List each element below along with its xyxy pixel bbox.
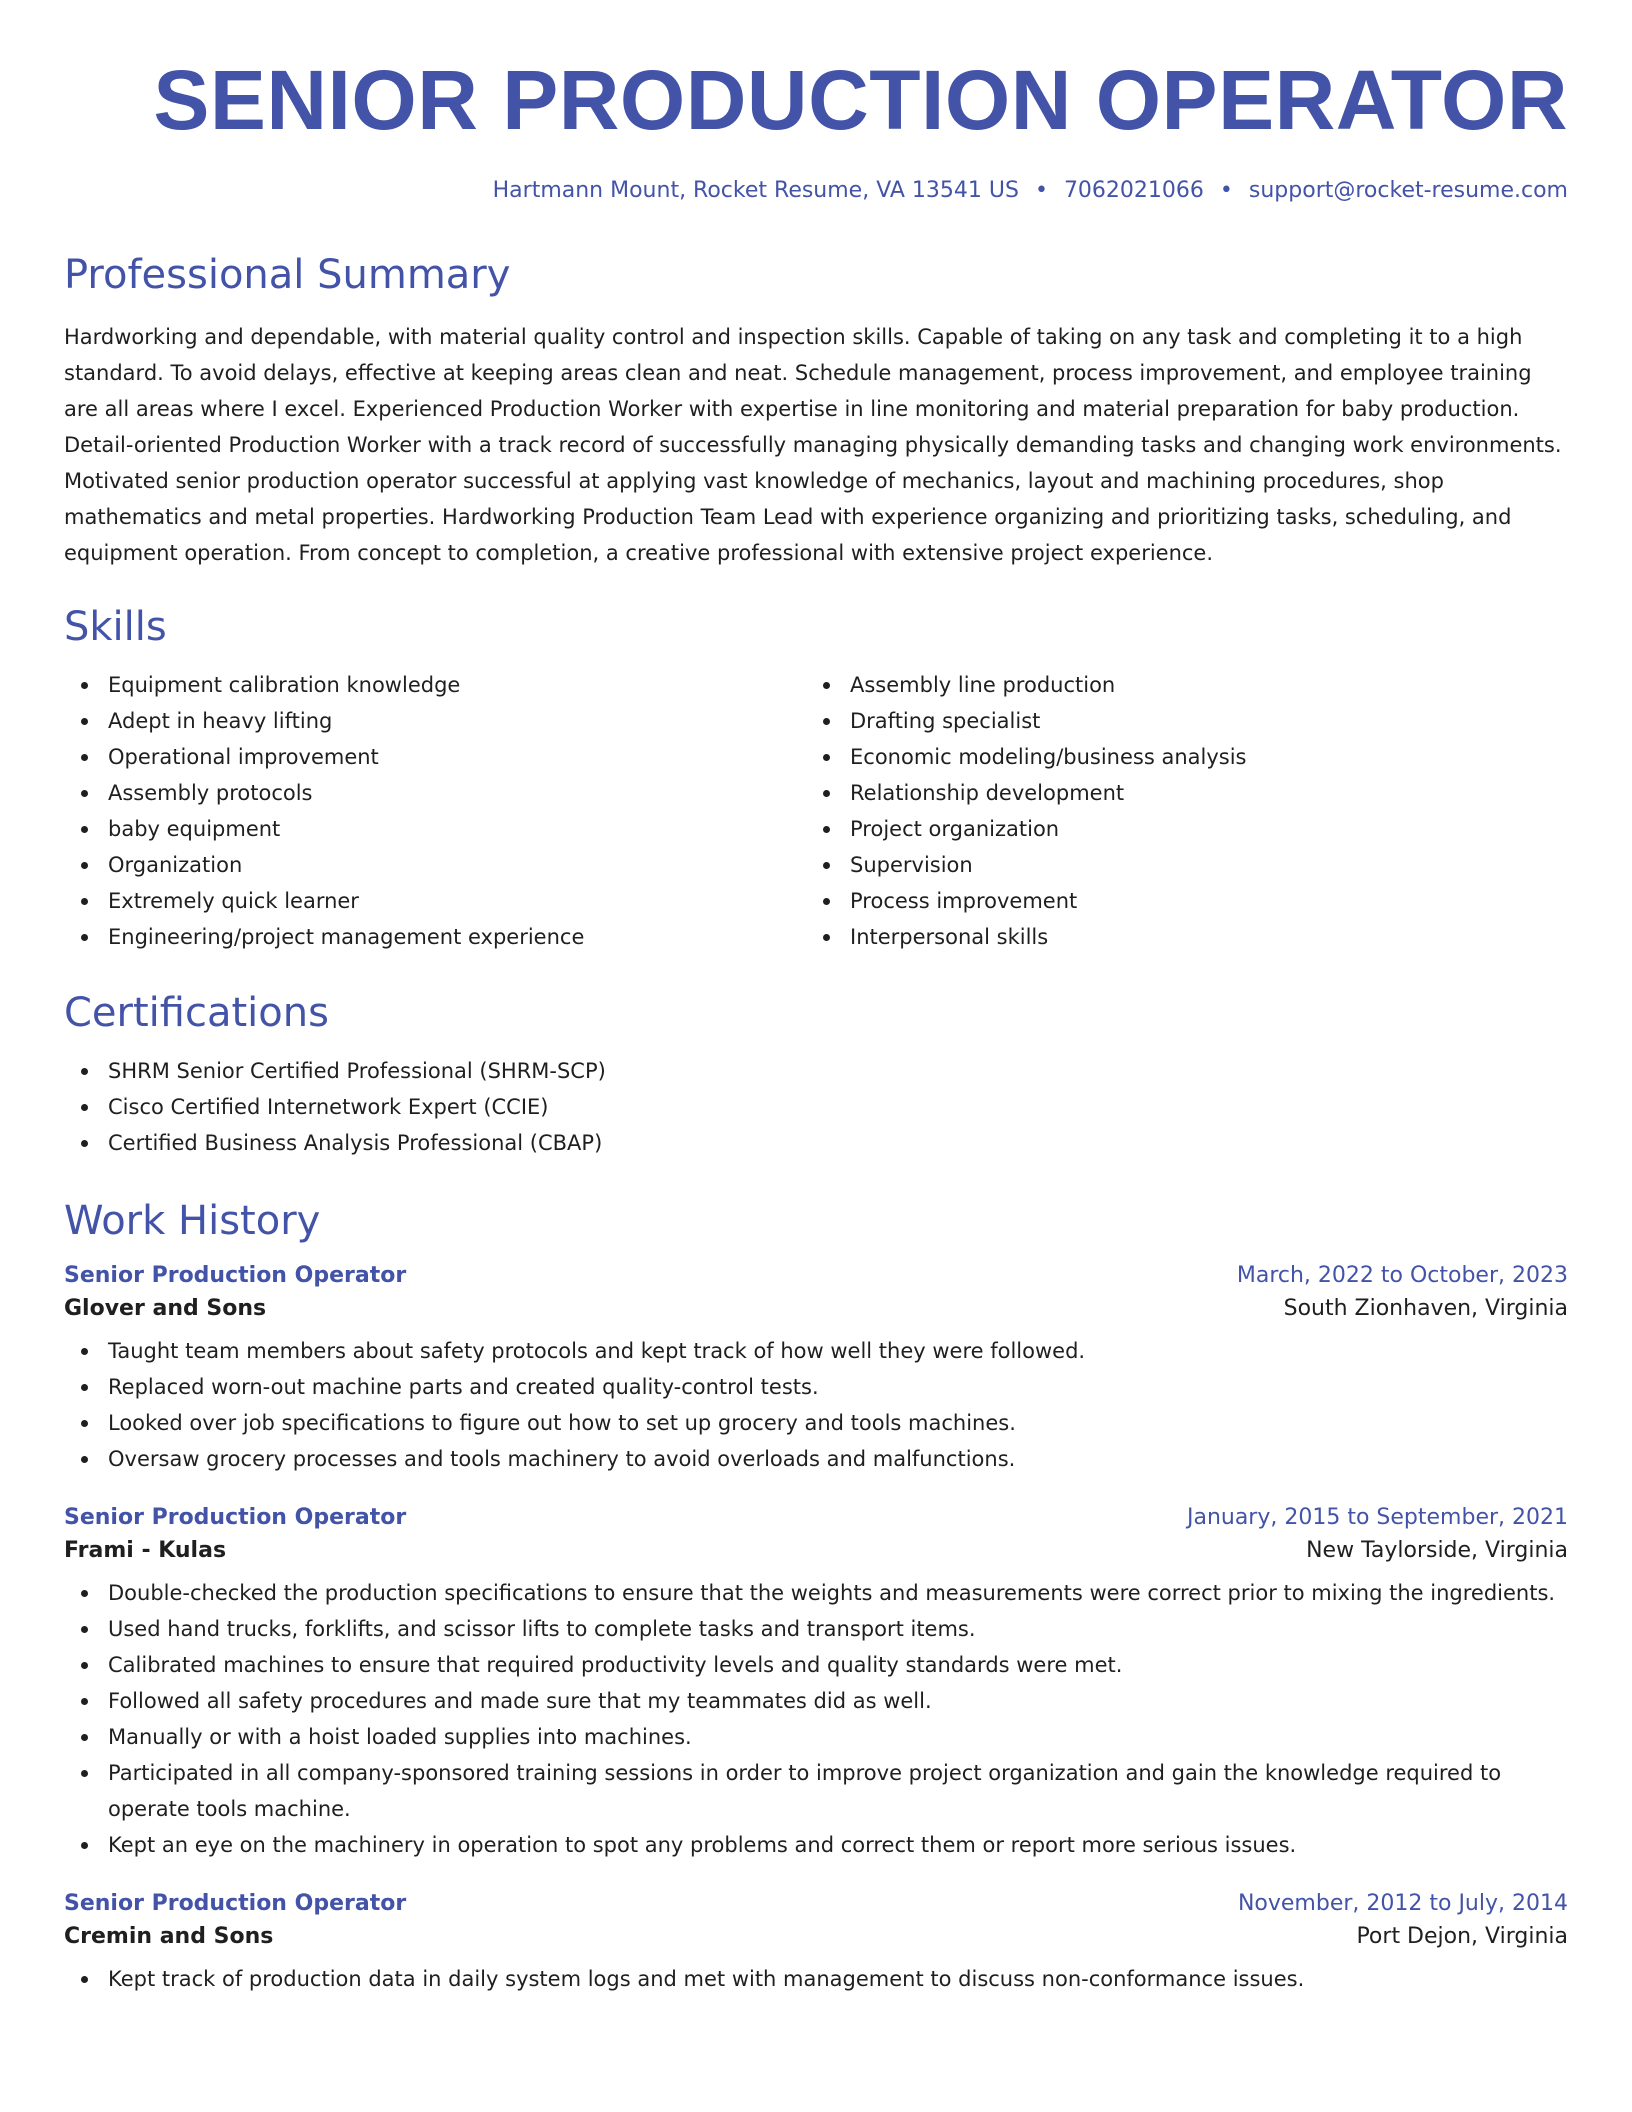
- job-dates: November, 2012 to July, 2014: [1237, 1891, 1568, 1916]
- job-location: New Taylorside, Virginia: [1306, 1538, 1568, 1563]
- certifications-heading: Certifications: [64, 990, 329, 1036]
- certifications-list: [64, 1053, 1568, 1161]
- skill-item: Economic modeling/business analysis: [806, 739, 1548, 775]
- skill-item: baby equipment: [64, 811, 806, 847]
- job-bullet: Double-checked the production specifications to ensure that the weights and measurements were correct prior to mixing the ingredients.: [64, 1575, 1568, 1611]
- skill-item: Assembly line production: [806, 667, 1548, 703]
- job-title-row: [64, 1505, 1568, 1530]
- contact-address: Hartmann Mount, Rocket Resume, VA 13541 US: [492, 178, 1019, 203]
- skill-item: Operational improvement: [64, 739, 806, 775]
- job-dates: March, 2022 to October, 2023: [1236, 1263, 1568, 1288]
- work-history-heading: Work History: [64, 1198, 321, 1244]
- skills-left-list: [64, 667, 806, 955]
- resume-page: [64, 0, 1568, 1997]
- skill-item: Relationship development: [806, 775, 1548, 811]
- job-bullet: Looked over job specifications to figure out how to set up grocery and tools machines.: [64, 1405, 1568, 1441]
- job-bullet: Kept track of production data in daily system logs and met with management to discuss non-conformance issues.: [64, 1961, 1568, 1997]
- job-bullet: Participated in all company-sponsored training sessions in order to improve project organization and gain the knowledge required to operate tools machine.: [64, 1755, 1568, 1827]
- job-bullet: Taught team members about safety protocols and kept track of how well they were followed.: [64, 1333, 1568, 1369]
- certification-item: SHRM Senior Certified Professional (SHRM-SCP): [64, 1053, 1568, 1089]
- skill-item: Extremely quick learner: [64, 883, 806, 919]
- job-bullet: Calibrated machines to ensure that required productivity levels and quality standards were met.: [64, 1647, 1568, 1683]
- job-entry: [64, 1505, 1568, 1863]
- resume-title: SENIOR PRODUCTION OPERATOR: [153, 53, 1568, 147]
- contact-separator: •: [1034, 178, 1048, 203]
- contact-email[interactable]: support@rocket-resume.com: [1248, 178, 1568, 203]
- job-title-row: [64, 1263, 1568, 1288]
- contact-line: [64, 178, 1568, 203]
- skill-item: Drafting specialist: [806, 703, 1548, 739]
- job-company: Cremin and Sons: [64, 1924, 274, 1949]
- contact-separator: •: [1219, 178, 1233, 203]
- certification-item: Cisco Certified Internetwork Expert (CCIE): [64, 1089, 1568, 1125]
- skill-item: Equipment calibration knowledge: [64, 667, 806, 703]
- job-bullets: [64, 1575, 1568, 1863]
- job-company: Glover and Sons: [64, 1296, 267, 1321]
- skill-item: Supervision: [806, 847, 1548, 883]
- certification-item: Certified Business Analysis Professional (CBAP): [64, 1125, 1568, 1161]
- skills-columns: [64, 667, 1568, 955]
- job-company-row: [64, 1924, 1568, 1949]
- job-title: Senior Production Operator: [64, 1263, 407, 1288]
- job-company-row: [64, 1296, 1568, 1321]
- job-location: South Zionhaven, Virginia: [1283, 1296, 1568, 1321]
- skill-item: Process improvement: [806, 883, 1548, 919]
- job-title-row: [64, 1891, 1568, 1916]
- skill-item: Project organization: [806, 811, 1548, 847]
- job-bullet: Followed all safety procedures and made sure that my teammates did as well.: [64, 1683, 1568, 1719]
- job-title: Senior Production Operator: [64, 1505, 407, 1530]
- job-bullet: Oversaw grocery processes and tools machinery to avoid overloads and malfunctions.: [64, 1441, 1568, 1477]
- job-bullets: [64, 1333, 1568, 1477]
- job-bullets: [64, 1961, 1568, 1997]
- job-company: Frami - Kulas: [64, 1538, 227, 1563]
- job-entry: [64, 1263, 1568, 1477]
- job-location: Port Dejon, Virginia: [1356, 1924, 1568, 1949]
- job-title: Senior Production Operator: [64, 1891, 407, 1916]
- summary-heading: Professional Summary: [64, 252, 511, 298]
- job-bullet: Replaced worn-out machine parts and created quality-control tests.: [64, 1369, 1568, 1405]
- job-dates: January, 2015 to September, 2021: [1186, 1505, 1568, 1530]
- job-bullet: Manually or with a hoist loaded supplies into machines.: [64, 1719, 1568, 1755]
- skill-item: Adept in heavy lifting: [64, 703, 806, 739]
- skills-heading: Skills: [64, 604, 167, 650]
- skill-item: Assembly protocols: [64, 775, 806, 811]
- contact-phone[interactable]: 7062021066: [1063, 178, 1204, 203]
- skills-right-list: [806, 667, 1548, 955]
- summary-text: Hardworking and dependable, with material quality control and inspection skills. Capable of taking on any task and completing it to a high standard. To avoid delays, effective at keeping areas clean and neat. Schedule management, process improvement, and employee training are all areas where I excel. Experienced Production Worker with expertise in line monitoring and material preparation for baby production. Detail-oriented Production Worker with a track record of successfully managing physically demanding tasks and changing work environments. Motivated senior production operator successful at applying vast knowledge of mechanics, layout and machining procedures, shop mathematics and metal properties. Hardworking Production Team Lead with experience organizing and prioritizing tasks, scheduling, and equipment operation. From concept to completion, a creative professional with extensive project experience.: [64, 325, 1562, 565]
- job-company-row: [64, 1538, 1568, 1563]
- job-bullet: Used hand trucks, forklifts, and scissor lifts to complete tasks and transport items.: [64, 1611, 1568, 1647]
- job-bullet: Kept an eye on the machinery in operation to spot any problems and correct them or report more serious issues.: [64, 1827, 1568, 1863]
- skill-item: Organization: [64, 847, 806, 883]
- skill-item: Interpersonal skills: [806, 919, 1548, 955]
- skill-item: Engineering/project management experience: [64, 919, 806, 955]
- job-entry: [64, 1891, 1568, 1997]
